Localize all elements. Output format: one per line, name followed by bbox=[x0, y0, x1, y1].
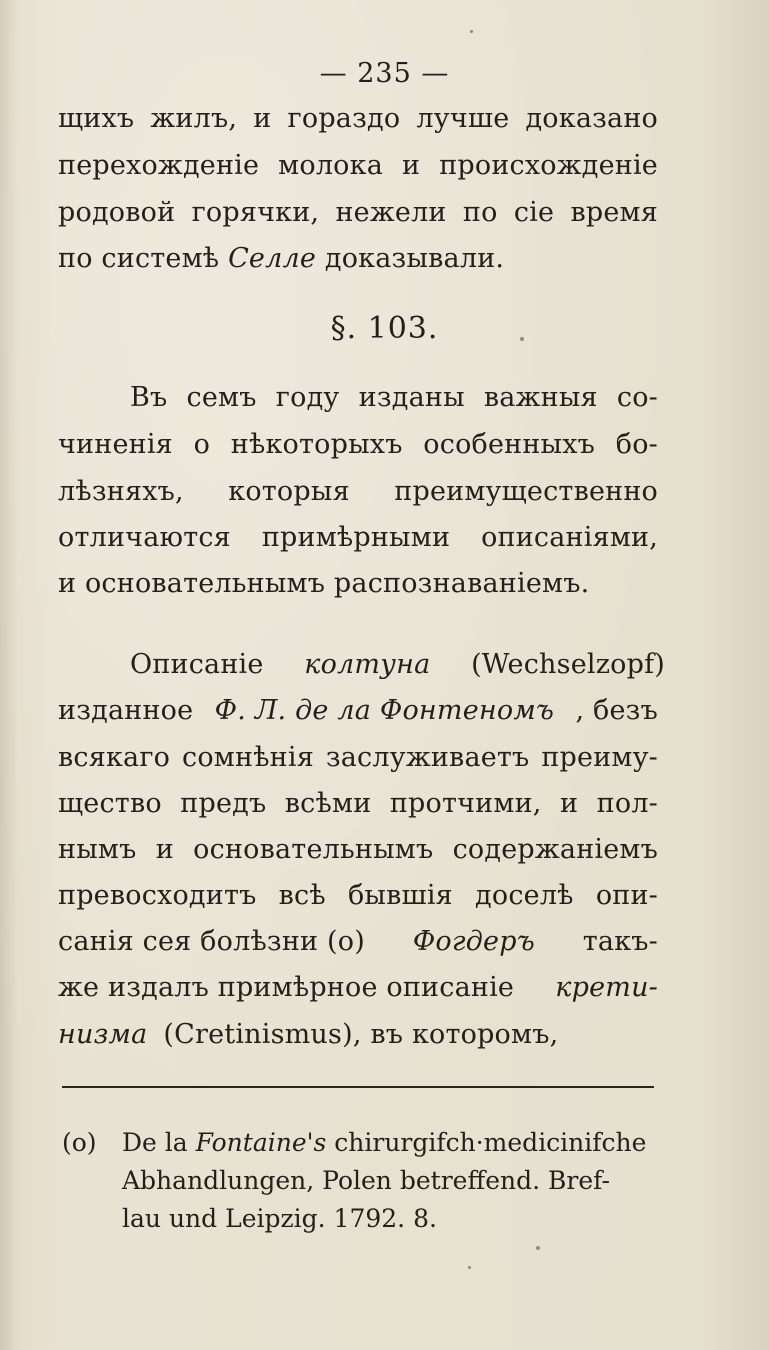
text-fragment: изданное bbox=[58, 695, 194, 726]
text-line: Въ семъ году изданы важныя со- bbox=[130, 382, 658, 413]
text-fragment: такъ- bbox=[582, 926, 658, 957]
text-line bbox=[58, 1017, 658, 1053]
text-fragment: , безъ bbox=[575, 695, 658, 726]
text-fragment: же издалъ примѣрное описаніе bbox=[58, 972, 515, 1003]
text-line: нымъ и основательнымъ содержаніемъ bbox=[58, 834, 658, 865]
footnote-line: Abhandlungen, Polen betreffend. Bref- bbox=[122, 1166, 610, 1195]
text-line: превосходитъ всѣ бывшія доселѣ опи- bbox=[58, 880, 658, 911]
text-fragment: De la bbox=[122, 1128, 188, 1157]
text-line: щество предъ всѣми протчими, и пол- bbox=[58, 788, 658, 819]
paper-speck bbox=[520, 337, 524, 341]
footnote-marker: (о) bbox=[62, 1128, 97, 1157]
italic-name: Ф. Л. де ла Фонтеномъ bbox=[214, 695, 555, 726]
footnote-line bbox=[122, 1126, 667, 1160]
text-line: всякаго сомнѣнія заслуживаетъ преиму- bbox=[58, 742, 658, 773]
section-heading: §. 103. bbox=[330, 311, 439, 346]
text-fragment: (Cretinismus), въ которомъ, bbox=[163, 1019, 559, 1050]
paper-speck bbox=[470, 30, 473, 33]
italic-name: Селле bbox=[228, 243, 317, 274]
text-fragment: по системѣ bbox=[58, 243, 220, 274]
text-line bbox=[58, 924, 658, 960]
italic-term: крети- bbox=[555, 972, 658, 1003]
text-fragment: санія сея болѣзни (о) bbox=[58, 926, 365, 957]
footnote-line: lau und Leipzig. 1792. 8. bbox=[122, 1204, 437, 1233]
text-line: лѣзняхъ, которыя преимущественно bbox=[58, 476, 658, 507]
text-line: родовой горячки, нежели по сіе время bbox=[58, 197, 658, 228]
paper-speck bbox=[468, 1266, 471, 1269]
text-line: отличаются примѣрными описаніями, bbox=[58, 522, 658, 553]
footnote-rule bbox=[62, 1086, 654, 1088]
italic-name: Фогдеръ bbox=[412, 926, 535, 957]
text-fragment: chirurgifch·medicinifche bbox=[334, 1128, 647, 1157]
text-line: щихъ жилъ, и гораздо лучше доказано bbox=[58, 103, 658, 134]
italic-term: колтуна bbox=[304, 649, 431, 680]
text-line: перехожденіе молока и происхожденіе bbox=[58, 150, 658, 181]
text-line bbox=[130, 647, 665, 683]
text-fragment: доказывали. bbox=[324, 243, 505, 274]
paper-speck bbox=[536, 1246, 540, 1250]
italic-term: низма bbox=[58, 1019, 148, 1050]
italic-name: Fontaine's bbox=[195, 1128, 327, 1157]
text-line: и основательнымъ распознаваніемъ. bbox=[58, 568, 590, 599]
text-fragment: Описаніе bbox=[130, 649, 264, 680]
text-fragment: (Wechselzopf) bbox=[471, 649, 665, 680]
text-line bbox=[58, 241, 658, 277]
text-line bbox=[58, 970, 658, 1006]
text-line: чиненія о нѣкоторыхъ особенныхъ бо- bbox=[58, 429, 658, 460]
text-line bbox=[58, 693, 658, 729]
page-number: — 235 — bbox=[319, 58, 450, 89]
